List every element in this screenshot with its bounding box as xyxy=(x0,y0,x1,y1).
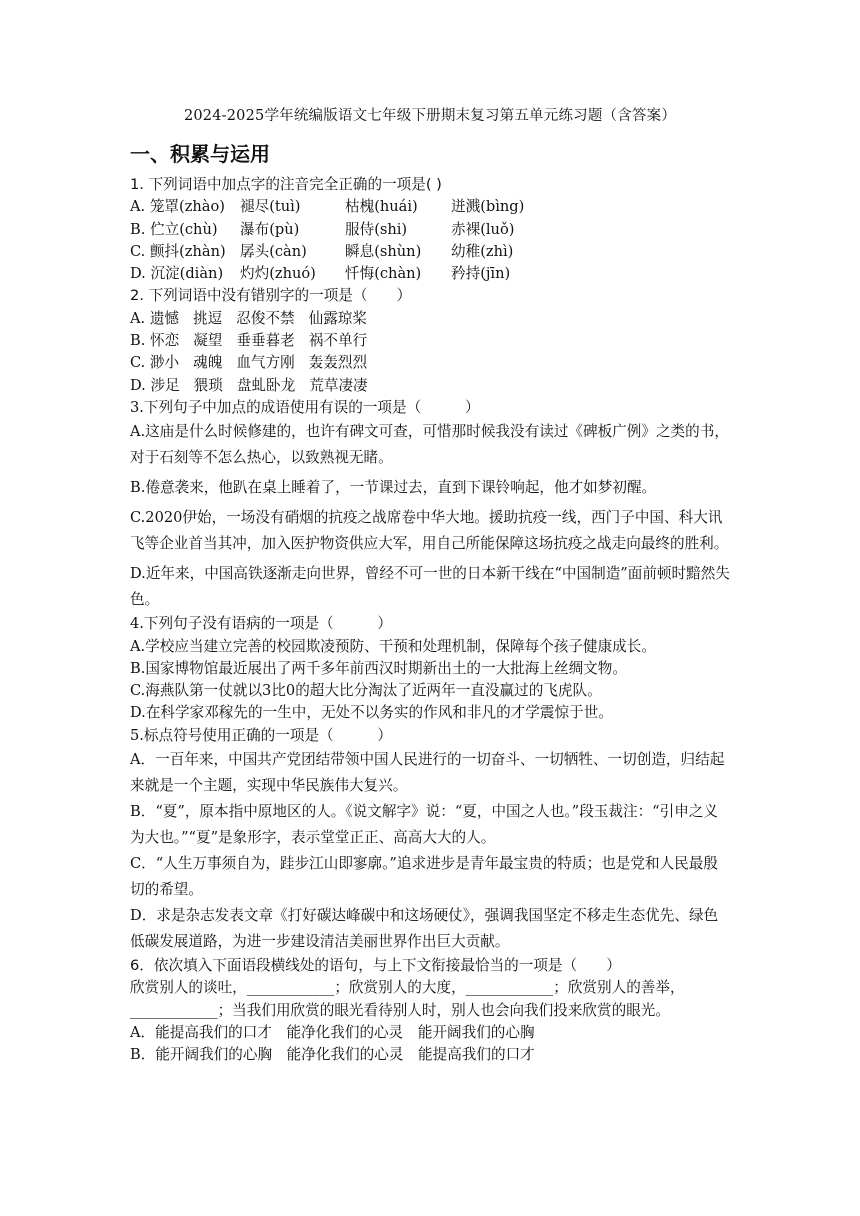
question-6-option-a: A．能提高我们的口才 能净化我们的心灵 能开阔我们的心胸 xyxy=(130,1023,535,1041)
question-3-option-c: C.2020伊始，一场没有硝烟的抗疫之战席卷中华大地。援助抗疫一线，西门子中国、科大讯飞等企业首当其冲，加入医护物资供应大军，用自己所能保障这场抗疫之战走向最终的胜利。 xyxy=(130,509,729,553)
question-2-option-d xyxy=(130,375,732,397)
question-5-option-d: D．求是杂志发表文章《打好碳达峰碳中和这场硬仗》，强调我国坚定不移走生态优先、绿色低碳发展道路，为进一步建设清洁美丽世界作出巨大贡献。 xyxy=(130,907,719,951)
option-word: A. 笼罩(zhào) xyxy=(130,198,225,216)
option-word: 瀑布(pù) xyxy=(240,220,300,238)
question-1-stem: 1. 下列词语中加点字的注音完全正确的一项是( ) xyxy=(130,176,442,193)
question-5-option-b: B．“夏”，原本指中原地区的人。《说文解字》说：“夏，中国之人也。”段玉裁注：“引申之义为大也。”“夏”是象形字，表示堂堂正正、高高大大的人。 xyxy=(130,803,718,847)
option-word: 祸不单行 xyxy=(308,332,368,350)
question-4-option-c: C.海燕队第一仗就以3比0的超大比分淘汰了近两年一直没赢过的飞虎队。 xyxy=(130,682,602,700)
question-3-option-d: D.近年来，中国高铁逐渐走向世界，曾经不可一世的日本新干线在“中国制造”面前顿时黯然失色。 xyxy=(130,565,730,609)
option-word: 幼稚(zhì) xyxy=(451,242,514,260)
option-word: 盘虬卧龙 xyxy=(236,376,296,394)
question-1-option-a xyxy=(130,196,732,218)
option-word: 瞬息(shùn) xyxy=(345,242,422,260)
question-6-option-b: B．能开阔我们的心胸 能净化我们的心灵 能提高我们的口才 xyxy=(130,1046,535,1064)
question-3-option-b: B.倦意袭来，他趴在桌上睡着了，一节课过去，直到下课铃响起，他才如梦初醒。 xyxy=(130,479,657,497)
question-6-stem: 6．依次填入下面语段横线处的语句，与上下文衔接最恰当的一项是（ ） xyxy=(130,957,621,975)
option-word: 灼灼(zhuó) xyxy=(240,265,316,283)
question-4-option-b: B.国家博物馆最近展出了两千多年前西汉时期新出土的一大批海上丝绸文物。 xyxy=(130,659,627,677)
option-word: D. 涉足 xyxy=(130,376,180,394)
option-word: 血气方刚 xyxy=(236,354,295,372)
option-word: 魂魄 xyxy=(193,354,223,372)
question-4-option-a: A.学校应当建立完善的校园欺凌预防、干预和处理机制，保障每个孩子健康成长。 xyxy=(130,637,656,655)
option-word: 枯槐(huái) xyxy=(345,198,418,216)
question-5-option-c: C．“人生万事须自为，跬步江山即寥廓。”追求进步是青年最宝贵的特质；也是党和人民最殷切的希望。 xyxy=(130,855,718,899)
option-word: B. 怀恋 xyxy=(130,332,180,350)
option-word: 猥琐 xyxy=(193,376,223,394)
question-list xyxy=(130,174,732,1067)
option-word: A. 遗憾 xyxy=(130,309,180,327)
option-word: C. 渺小 xyxy=(130,354,180,372)
option-word: 服侍(shi) xyxy=(345,220,408,238)
question-2-stem: 2. 下列词语中没有错别字的一项是（ ） xyxy=(130,287,412,305)
document-title: 2024-2025学年统编版语文七年级下册期末复习第五单元练习题（含答案） xyxy=(183,108,677,124)
question-4-stem: 4.下列句子没有语病的一项是（ ） xyxy=(130,615,393,633)
option-word: 孱头(càn) xyxy=(240,242,307,260)
option-word: 迸溅(bìng) xyxy=(451,198,525,216)
question-2-option-b xyxy=(130,330,732,352)
option-word: 轰轰烈烈 xyxy=(308,354,368,372)
option-word: C. 颤抖(zhàn) xyxy=(130,242,226,260)
question-2-option-a xyxy=(130,308,732,330)
option-word: 忏悔(chàn) xyxy=(345,265,422,283)
question-2-option-c xyxy=(130,352,732,374)
question-5-option-a: A．一百年来，中国共产党团结带领中国人民进行的一切奋斗、一切牺牲、一切创造，归结起来就是一个主题，实现中华民族伟大复兴。 xyxy=(130,751,725,795)
question-1-option-c xyxy=(130,241,732,263)
option-word: D. 沉淀(diàn) xyxy=(130,265,224,283)
question-5-stem: 5.标点符号使用正确的一项是（ ） xyxy=(130,726,393,744)
section-heading: 一、积累与运用 xyxy=(130,142,270,166)
question-4-option-d: D.在科学家邓稼先的一生中，无处不以务实的作风和非凡的才学震惊于世。 xyxy=(130,704,613,722)
option-word: 褪尽(tuì) xyxy=(240,198,301,216)
option-word: 凝望 xyxy=(193,332,223,350)
option-word: B. 伫立(chù) xyxy=(130,220,218,238)
question-3-option-a: A.这庙是什么时候修建的，也许有碑文可查，可惜那时候我没有读过《碑板广例》之类的书，对于石刻等不怎么热心，以致熟视无睹。 xyxy=(130,423,729,467)
question-6-passage: 欣赏别人的谈吐，____________；欣赏别人的大度，____________；欣赏别人的善举，____________；当我们用欣赏的眼光看待别人时，别人也会向我们投来欣赏的眼光。 xyxy=(130,979,685,1019)
option-word: 垂垂暮老 xyxy=(236,332,295,350)
option-word: 荒草凄凄 xyxy=(309,376,368,394)
option-word: 忍俊不禁 xyxy=(236,309,295,327)
question-3-stem: 3.下列句子中加点的成语使用有误的一项是（ ） xyxy=(130,398,480,416)
option-word: 赤裸(luǒ) xyxy=(451,220,515,238)
option-word: 仙露琼桨 xyxy=(308,309,367,327)
question-1-option-b xyxy=(130,219,732,241)
option-word: 挑逗 xyxy=(193,309,223,327)
option-word: 矜持(jīn) xyxy=(451,265,511,283)
question-1-option-d xyxy=(130,263,732,285)
